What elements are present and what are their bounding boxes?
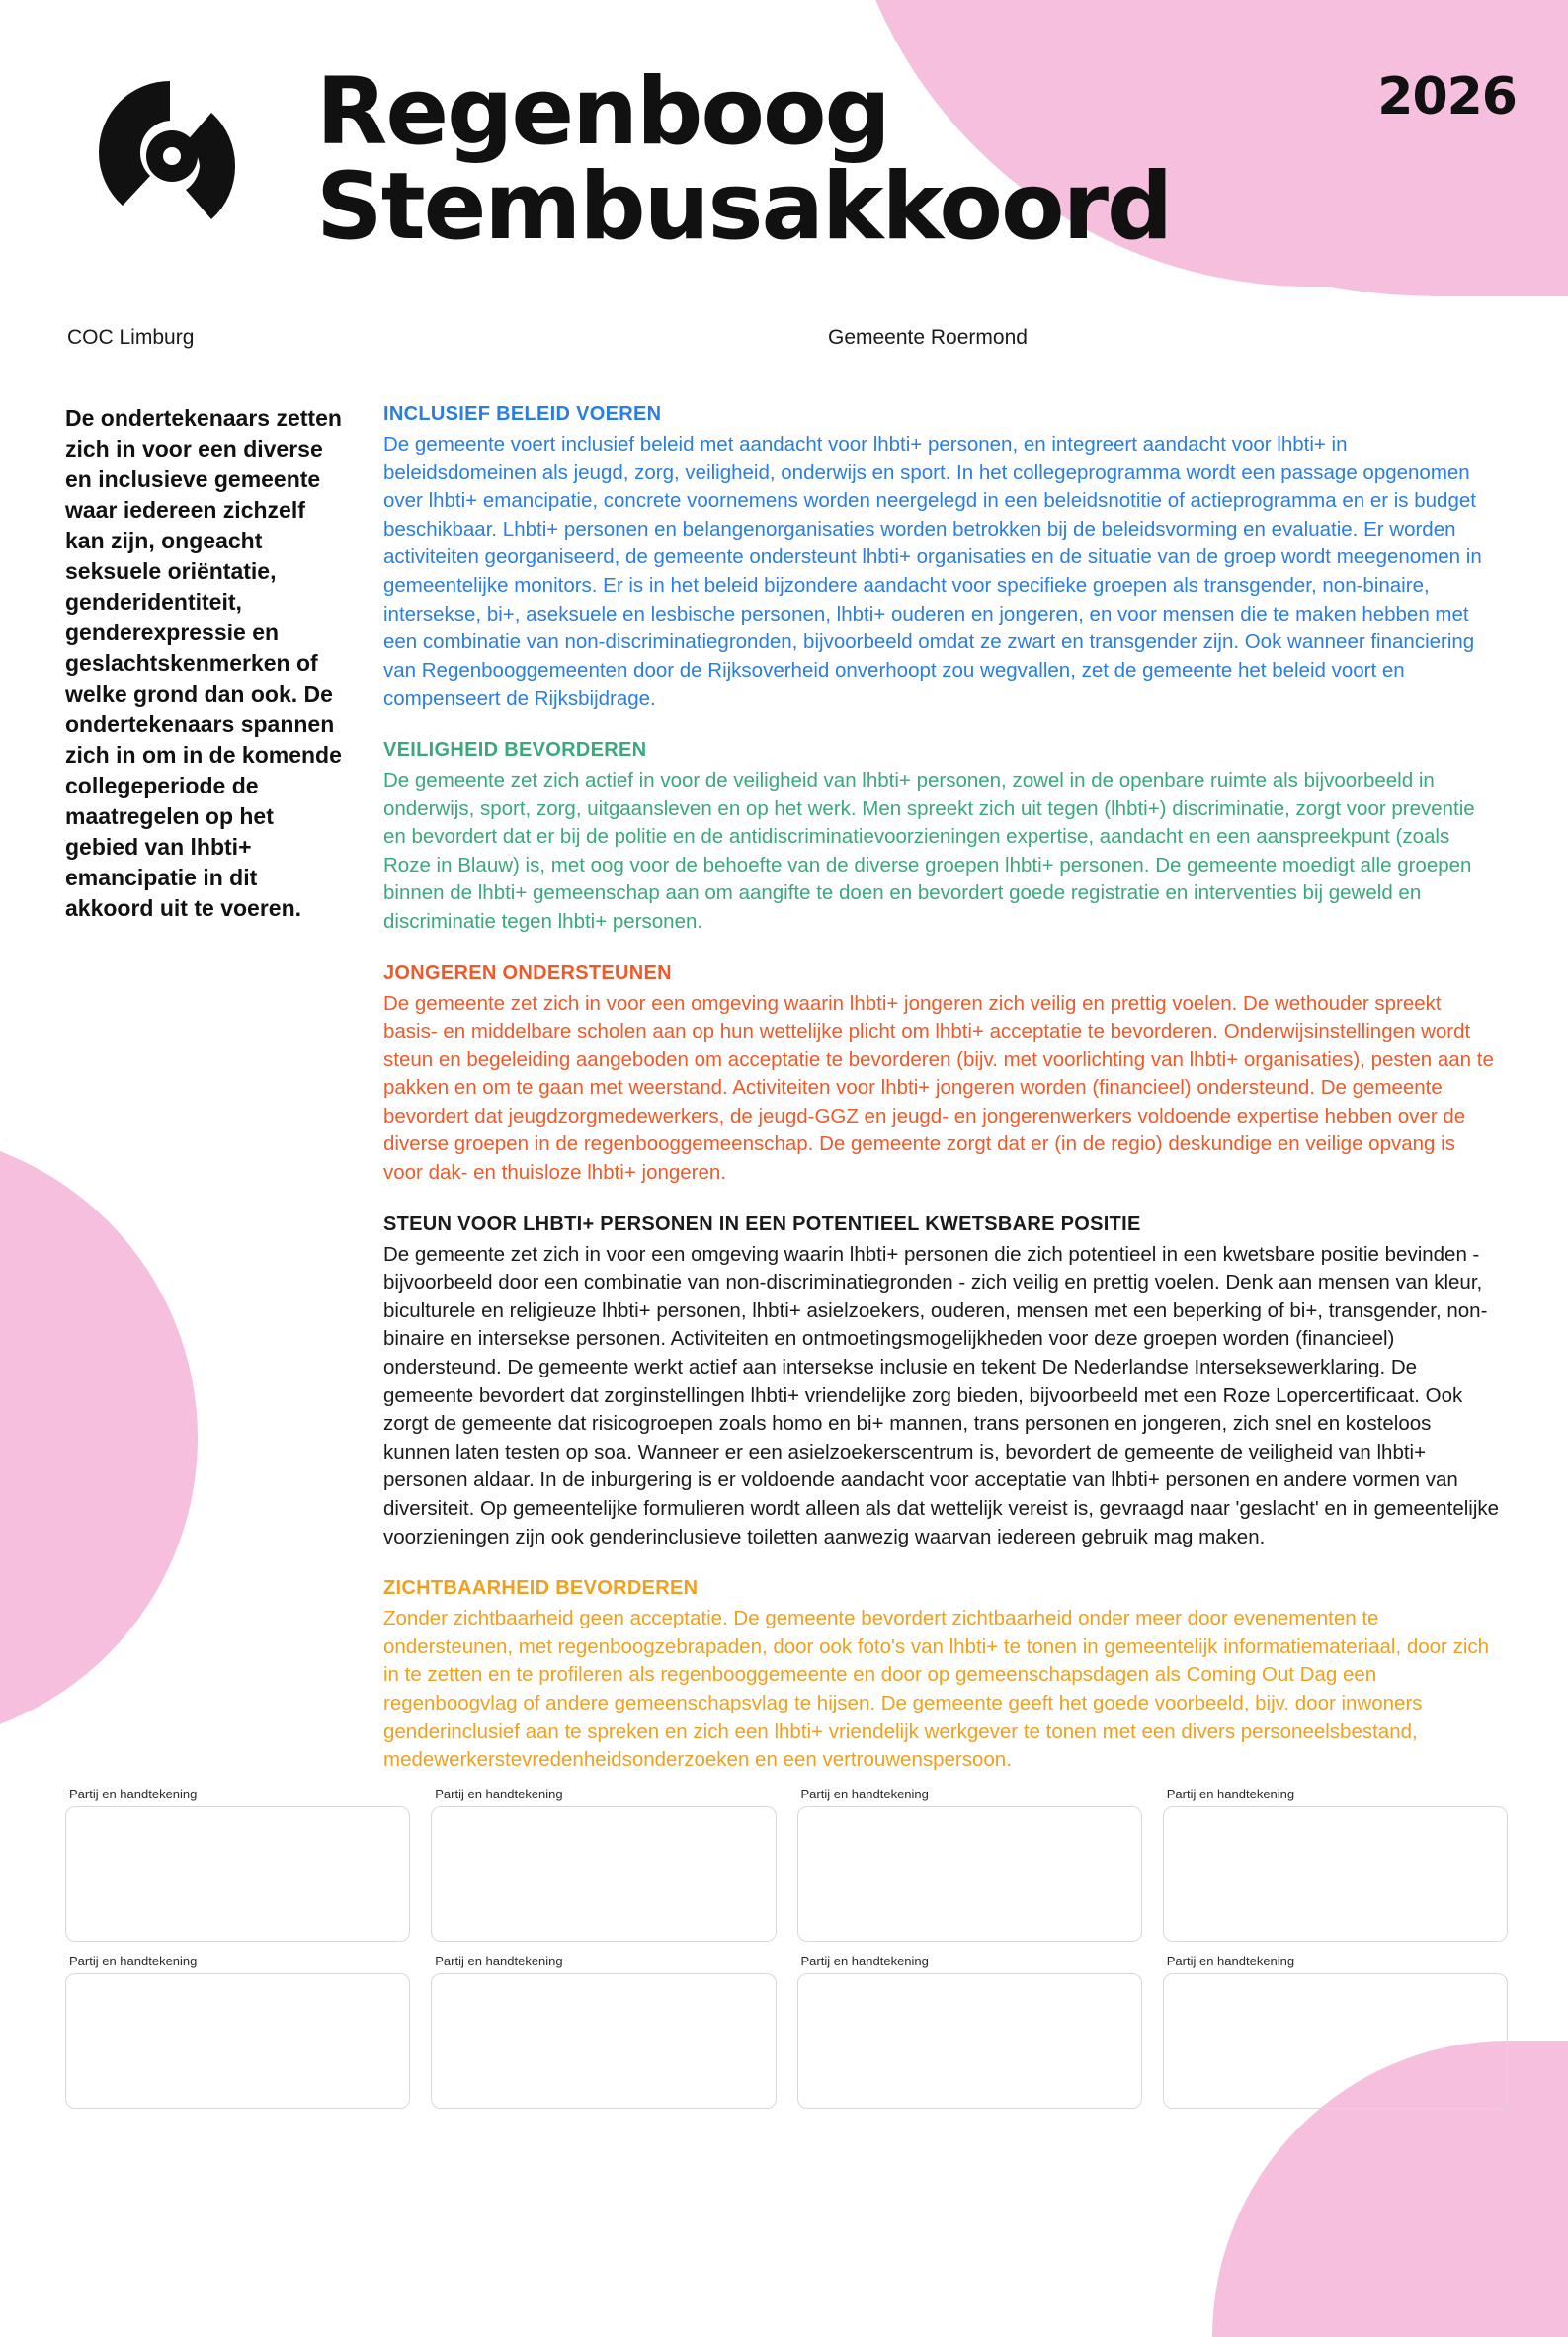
section-veiligheid-bevorderen: [383, 739, 1500, 937]
signature-cell: [797, 1954, 1142, 2109]
section-title: INCLUSIEF BELEID VOEREN: [383, 403, 662, 425]
signature-label: Partij en handtekening: [1166, 1787, 1295, 1801]
document-year: 2026: [1377, 67, 1517, 126]
section-steun-kwetsbare-positie: [383, 1213, 1500, 1552]
signature-label: Partij en handtekening: [435, 1954, 563, 1968]
section-body: Zonder zichtbaarheid geen acceptatie. De gemeente bevordert zichtbaarheid onder meer door evenementen te ondersteunen, met regenboogzebrapaden, door ook foto's van lhbti+ te tonen in gemeentelijk informatiemateriaal, door zich in te zetten en te profileren als regenbooggemeente en door op gemeenschapsdagen als Coming Out Dag een regenboogvlag of andere gemeenschapsvlag te hijsen. De gemeente geeft het goede voorbeeld, bijv. door inwoners genderinclusief aan te spreken en zich een lhbti+ vriendelijk werkgever te tonen met een divers personeelsbestand, medewerkerstevredenheidsonderzoeken en een vertrouwenspersoon.: [383, 1607, 1490, 1772]
signature-box[interactable]: [1163, 1973, 1508, 2109]
municipality-name: Gemeente Roermond: [828, 326, 1028, 349]
signature-box[interactable]: [797, 1973, 1142, 2109]
title-line-1: Regenboog: [316, 58, 889, 166]
signature-label: Partij en handtekening: [435, 1787, 563, 1801]
signature-cell: [65, 1787, 410, 1942]
section-body: De gemeente zet zich in voor een omgeving waarin lhbti+ personen die zich potentieel in een kwetsbare positie bevinden - bijvoorbeeld door een combinatie van non-discriminatiegronden - zich veilig en prettig voelen. Denk aan mensen van kleur, biculturele en religieuze lhbti+ personen, lhbti+ asielzoekers, ouderen, mensen met een beperking of bi+, transgender, non-binaire en intersekse personen. Activiteiten en ontmoetingsmogelijkheden voor deze groepen worden (financieel) ondersteund. De gemeente werkt actief aan intersekse inclusie en tekent De Nederlandse Interseksewerklaring. De gemeente bevordert dat zorginstellingen lhbti+ vriendelijke zorg bieden, bijvoorbeeld met een Roze Lopercertificaat. Ook zorgt de gemeente dat risicogroepen zoals homo en bi+ mannen, trans personen en jongeren, zich snel en kosteloos kunnen laten testen op soa. Wanneer er een asielzoekerscentrum is, bevordert de gemeente de veiligheid van lhbti+ personen aldaar. In de inburgering is er voldoende aandacht voor acceptatie van lhbti+ personen en andere vormen van diversiteit. Op gemeentelijke formulieren wordt alleen als dat wettelijk vereist is, gevraagd naar 'geslacht' en in gemeentelijke voorzieningen zijn ook genderinclusieve toiletten aanwezig waarvan iedereen gebruik mag maken.: [383, 1242, 1500, 1548]
document-title: [316, 58, 1531, 261]
signature-cell: [797, 1787, 1142, 1942]
signature-row: [65, 1954, 1508, 2109]
section-title: JONGEREN ONDERSTEUNEN: [383, 961, 672, 984]
signature-label: Partij en handtekening: [69, 1954, 198, 1968]
coc-logo: [61, 69, 259, 237]
signature-box[interactable]: [1163, 1806, 1508, 1942]
section-title: STEUN VOOR LHBTI+ PERSONEN IN EEN POTENTIEEL KWETSBARE POSITIE: [383, 1212, 1141, 1235]
signature-box[interactable]: [797, 1806, 1142, 1942]
signature-label: Partij en handtekening: [800, 1787, 929, 1801]
signature-box[interactable]: [65, 1806, 410, 1942]
document-header: [0, 43, 1568, 281]
section-title: ZICHTBAARHEID BEVORDEREN: [383, 1577, 699, 1600]
section-body: De gemeente voert inclusief beleid met aandacht voor lhbti+ personen, en integreert aandacht voor lhbti+ in beleidsdomeinen als jeugd, zorg, veiligheid, onderwijs en sport. In het collegeprogramma wordt een passage opgenomen over lhbti+ emancipatie, concrete voornemens worden neergelegd in een beleidsnotitie of actieprogramma en er is budget beschikbaar. Lhbti+ personen en belangenorganisaties worden betrokken bij de beleidsvorming en evaluatie. Er worden activiteiten georganiseerd, de gemeente ondersteunt lhbti+ organisaties en de situatie van de groep wordt meegenomen in gemeentelijke monitors. Er is in het beleid bijzondere aandacht voor specifieke groepen als transgender, non-binaire, intersekse, bi+, aseksuele en lesbische personen, lhbti+ ouderen en jongeren, en voor mensen die te maken hebben met een combinatie van non-discriminatiegronden, bijvoorbeeld omdat ze zwart en transgender zijn. Ook wanneer financiering van Regenbooggemeenten door de Rijksoverheid onverhoopt zou wegvallen, zet de gemeente het beleid voort en compenseert de Rijksbijdrage.: [383, 433, 1482, 710]
title-line-2: Stembusakkoord: [316, 153, 1172, 261]
signature-label: Partij en handtekening: [1166, 1954, 1295, 1968]
subheader: [0, 326, 1568, 356]
section-jongeren-ondersteunen: [383, 962, 1500, 1188]
section-body: De gemeente zet zich in voor een omgeving waarin lhbti+ jongeren zich veilig en prettig voelen. De wethouder spreekt basis- en middelbare scholen aan op hun wettelijke plicht om lhbti+ acceptatie te bevorderen. Onderwijsinstellingen wordt steun en begeleiding aangeboden om acceptatie te bevorderen (bijv. met voorlichting van lhbti+ organisaties), pesten aan te pakken en om te gaan met weerstand. Activiteiten voor lhbti+ jongeren worden (financieel) ondersteund. De gemeente bevordert dat jeugdzorgmedewerkers, de jeugd-GGZ en jeugd- en jongerenwerkers voldoende expertise hebben over de diverse groepen in de regenbooggemeenschap. De gemeente zorgt dat er (in de regio) deskundige en veilige opvang is voor dak- en thuisloze lhbti+ jongeren.: [383, 991, 1494, 1185]
signature-area: [65, 1787, 1508, 2121]
signature-box[interactable]: [65, 1973, 410, 2109]
signature-box[interactable]: [431, 1973, 776, 2109]
sections-container: [383, 403, 1500, 1800]
signature-label: Partij en handtekening: [69, 1787, 198, 1801]
intro-paragraph: De ondertekenaars zetten zich in voor een diverse en inclusieve gemeente waar iedereen zichzelf kan zijn, ongeacht seksuele oriëntatie, genderidentiteit, genderexpressie en geslachtskenmerken of welke grond dan ook. De ondertekenaars spannen zich in om in de komende collegeperiode de maatregelen op het gebied van lhbti+ emancipatie in dit akkoord uit te voeren.: [65, 405, 342, 921]
signature-cell: [65, 1954, 410, 2109]
signature-label: Partij en handtekening: [800, 1954, 929, 1968]
signature-box[interactable]: [431, 1806, 776, 1942]
signature-row: [65, 1787, 1508, 1942]
signature-cell: [1163, 1787, 1508, 1942]
section-inclusief-beleid-voeren: [383, 403, 1500, 713]
section-body: De gemeente zet zich actief in voor de veiligheid van lhbti+ personen, zowel in de openbare ruimte als bijvoorbeeld in onderwijs, sport, zorg, uitgaansleven en op het werk. Men spreekt zich uit tegen (lhbti+) discriminatie, zorgt voor preventie en bevordert dat er bij de politie en de antidiscriminatievoorzieningen expertise, aandacht en een aanspreekpunt (zoals Roze in Blauw) is, met oog voor de behoefte van de diverse groepen lhbti+ personen. De gemeente moedigt alle groepen binnen de lhbti+ gemeenschap aan om aangifte te doen en bevordert goede registratie en interventies bij geweld en discriminatie tegen lhbti+ personen.: [383, 768, 1475, 933]
signature-cell: [431, 1787, 776, 1942]
section-title: VEILIGHEID BEVORDEREN: [383, 738, 647, 761]
signature-cell: [431, 1954, 776, 2109]
organisation-name: COC Limburg: [67, 326, 195, 349]
section-zichtbaarheid-bevorderen: [383, 1577, 1500, 1775]
signature-cell: [1163, 1954, 1508, 2109]
